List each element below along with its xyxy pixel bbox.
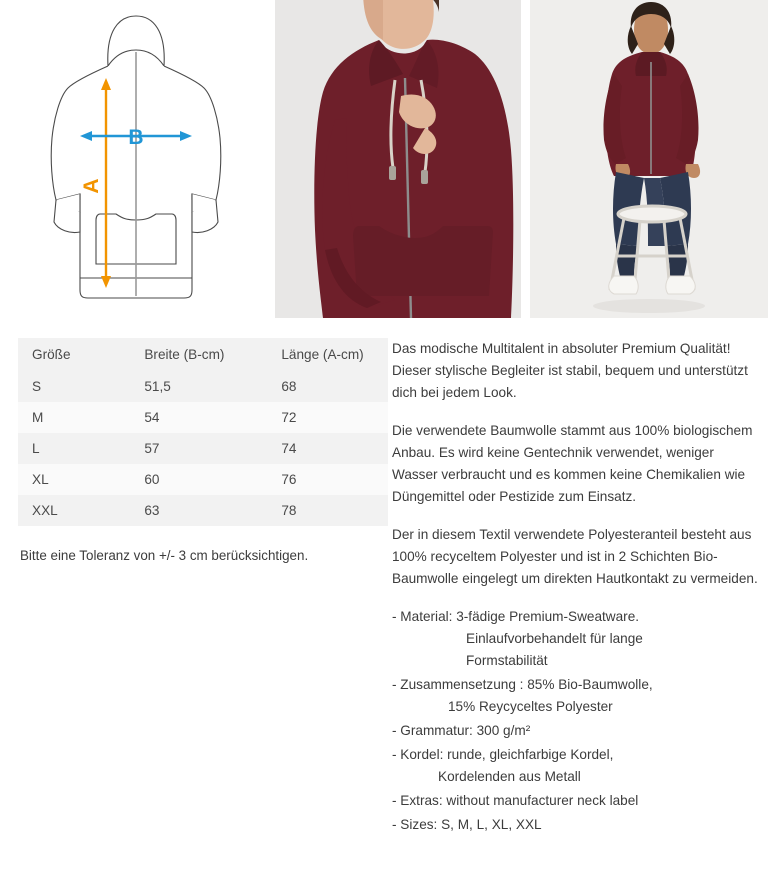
cell-width: 63 (130, 495, 267, 526)
technical-drawing-panel (0, 0, 266, 318)
table-row (18, 402, 388, 433)
cell-width: 60 (130, 464, 267, 495)
description-paragraph-3: Der in diesem Textil verwendete Polyesteranteil besteht aus 100% recyceltem Polyester und ist in 2 Schichten Bio-Baumwolle eingelegt um direkten Hautkontakt zu vermeiden. (392, 527, 758, 587)
product-photo-closeup (275, 0, 521, 318)
size-table-header-row (18, 338, 388, 371)
description-column (392, 338, 777, 838)
header-length: Länge (A-cm) (267, 338, 388, 371)
cell-length: 74 (267, 433, 388, 464)
header-size: Größe (18, 338, 130, 371)
spec-material-line2: Einlaufvorbehandelt für lange (466, 631, 643, 647)
header-width: Breite (B-cm) (130, 338, 267, 371)
photo-closeup-illustration (275, 0, 521, 318)
size-table-column (0, 338, 392, 838)
spec-material-line3: Formstabilität (466, 653, 548, 669)
size-table (18, 338, 388, 526)
product-image-row (0, 0, 777, 318)
spec-composition (392, 674, 763, 718)
product-details-section (0, 318, 777, 838)
spec-list (392, 606, 763, 836)
description-paragraph-1: Das modische Multitalent in absoluter Premium Qualität! Dieser stylische Begleiter ist stabil, bequem und unterstützt dich bei jedem Look. (392, 341, 748, 401)
cell-length: 76 (267, 464, 388, 495)
hoodie-outline-drawing (46, 8, 226, 308)
spec-cord-line2: Kordelenden aus Metall (438, 769, 581, 785)
table-row (18, 433, 388, 464)
table-row (18, 464, 388, 495)
measure-label-b: B (128, 126, 144, 149)
photo-fullbody-illustration (530, 0, 768, 318)
description-paragraph-2: Die verwendete Baumwolle stammt aus 100% biologischem Anbau. Es wird keine Gentechnik verwendet, weniger Wasser verbraucht und es kommen keine Chemikalien wie Düngemittel oder Pestizide zum Einsatz. (392, 423, 753, 505)
spec-sizes-line1: - Sizes: S, M, L, XL, XXL (392, 817, 542, 833)
spec-cord (392, 744, 763, 788)
cell-length: 72 (267, 402, 388, 433)
spec-composition-line1: - Zusammensetzung : 85% Bio-Baumwolle, (392, 677, 653, 693)
cell-width: 51,5 (130, 371, 267, 402)
cell-size: L (18, 433, 130, 464)
spec-weight-line1: - Grammatur: 300 g/m² (392, 723, 531, 739)
cell-size: XXL (18, 495, 130, 526)
spec-extras-line1: - Extras: without manufacturer neck label (392, 793, 639, 809)
spec-material (392, 606, 763, 672)
spec-cord-line1: - Kordel: runde, gleichfarbige Kordel, (392, 747, 614, 763)
spec-composition-line2: 15% Reycyceltes Polyester (448, 699, 613, 715)
cell-width: 54 (130, 402, 267, 433)
hoodie-svg (46, 8, 226, 308)
table-row (18, 371, 388, 402)
spec-extras (392, 790, 763, 812)
spec-sizes (392, 814, 763, 836)
measure-label-a: A (80, 178, 103, 194)
cell-size: XL (18, 464, 130, 495)
cell-width: 57 (130, 433, 267, 464)
cell-size: S (18, 371, 130, 402)
cell-length: 68 (267, 371, 388, 402)
cell-size: M (18, 402, 130, 433)
tolerance-note: Bitte eine Toleranz von +/- 3 cm berücksichtigen. (20, 548, 309, 563)
table-row (18, 495, 388, 526)
spec-material-line1: - Material: 3-fädige Premium-Sweatware. (392, 609, 640, 625)
spec-weight (392, 720, 763, 742)
product-photo-fullbody (530, 0, 768, 318)
cell-length: 78 (267, 495, 388, 526)
